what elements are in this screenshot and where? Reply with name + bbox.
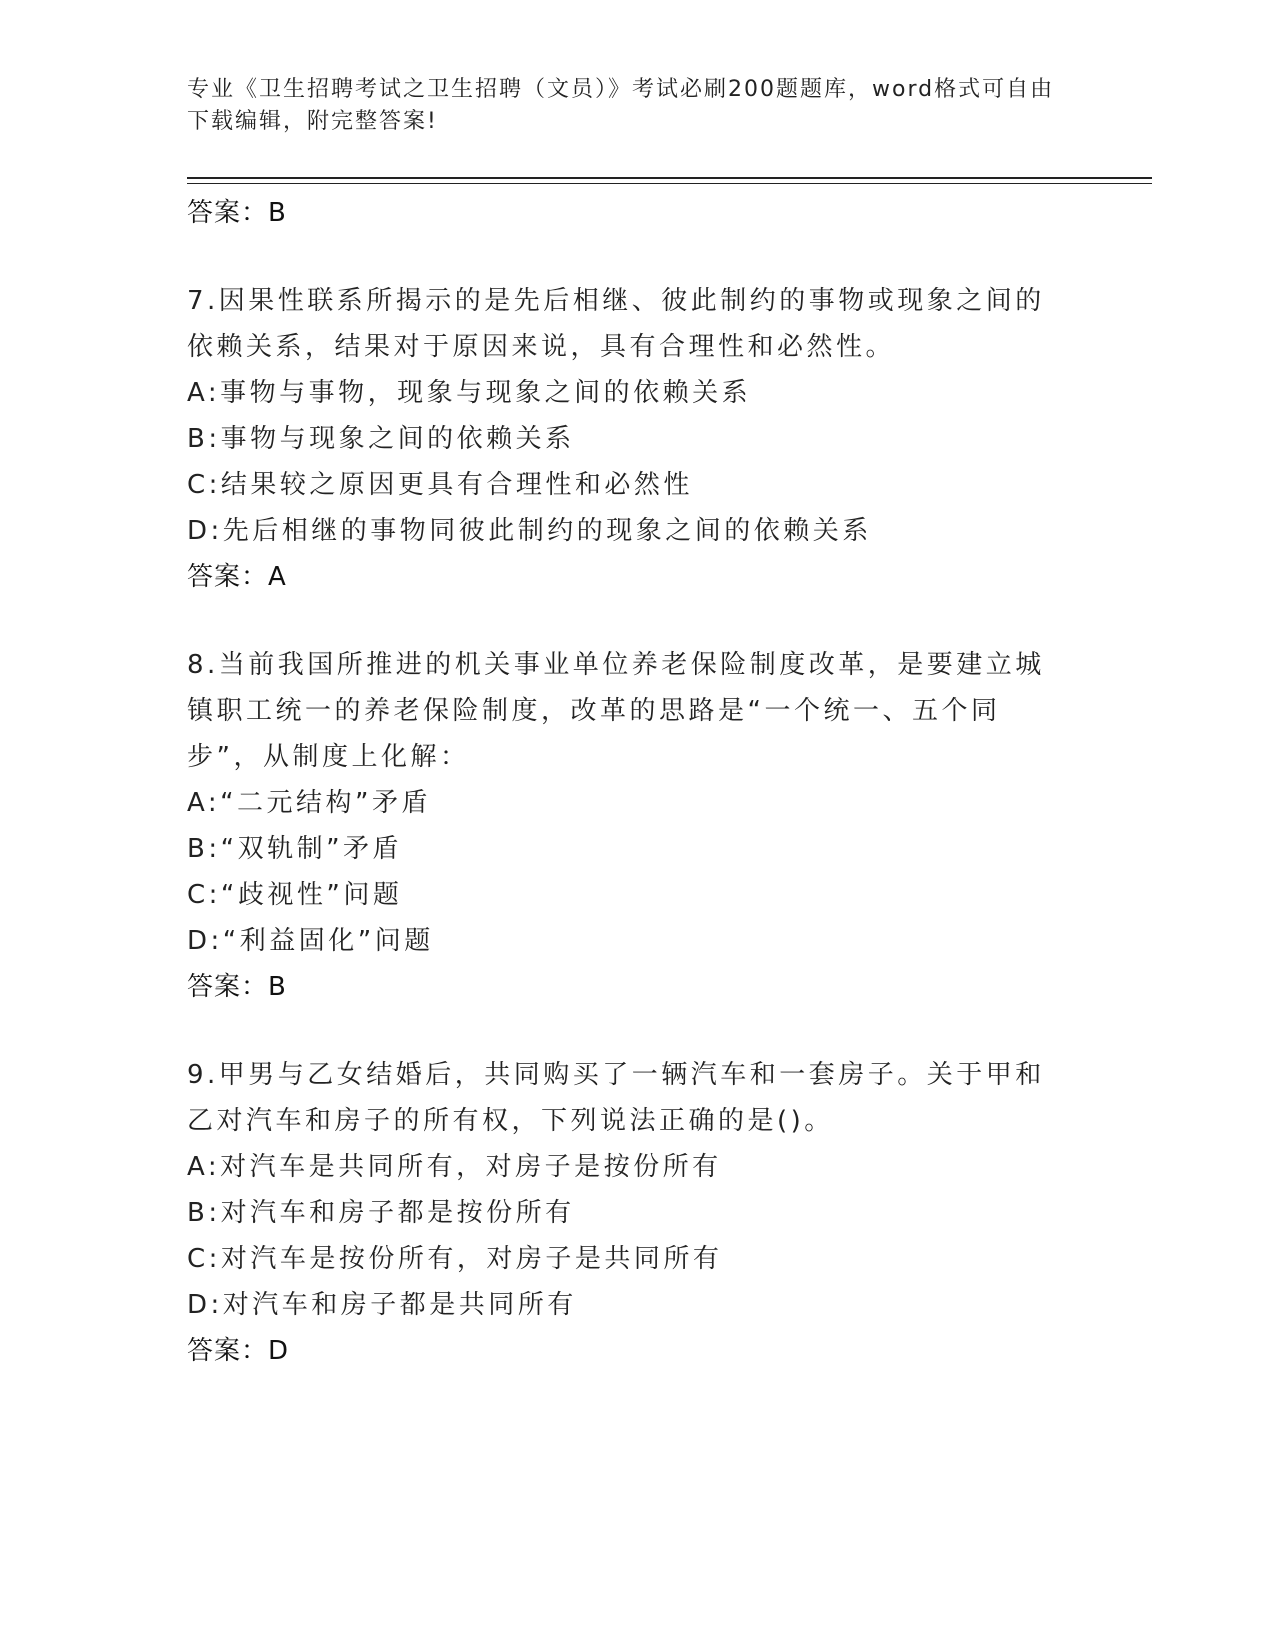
option-b: B:“双轨制”矛盾: [187, 834, 403, 864]
option-b: B:事物与现象之间的依赖关系: [187, 424, 575, 454]
option-a: A:“二元结构”矛盾: [187, 788, 432, 818]
question-text: 7.因果性联系所揭示的是先后相继、彼此制约的事物或现象之间的依赖关系，结果对于原因来说，具有合理性和必然性。: [187, 286, 1045, 362]
answer-line: 答案：B: [187, 972, 287, 1002]
option-d: D:“利益固化”问题: [187, 926, 434, 956]
question-item: [187, 1052, 1067, 1374]
option-b: B:对汽车和房子都是按份所有: [187, 1198, 575, 1228]
option-a: A:事物与事物，现象与现象之间的依赖关系: [187, 378, 752, 408]
option-d: D:先后相继的事物同彼此制约的现象之间的依赖关系: [187, 516, 872, 546]
question-item: [187, 642, 1067, 1010]
option-a: A:对汽车是共同所有，对房子是按份所有: [187, 1152, 722, 1182]
option-d: D:对汽车和房子都是共同所有: [187, 1290, 577, 1320]
header-divider-thick: [187, 177, 1152, 179]
answer-line: 答案：A: [187, 562, 287, 592]
question-list: [187, 190, 1067, 1374]
question-item: [187, 278, 1067, 600]
option-c: C:对汽车是按份所有，对房子是共同所有: [187, 1244, 723, 1274]
answer-line: 答案：B: [187, 198, 287, 228]
header-divider-thin: [187, 183, 1152, 184]
option-c: C:结果较之原因更具有合理性和必然性: [187, 470, 693, 500]
question-text: 8.当前我国所推进的机关事业单位养老保险制度改革，是要建立城镇职工统一的养老保险制度，改革的思路是“一个统一、五个同步”，从制度上化解：: [187, 650, 1045, 772]
answer-line: 答案：D: [187, 1336, 290, 1366]
option-c: C:“歧视性”问题: [187, 880, 403, 910]
question-text: 9.甲男与乙女结婚后，共同购买了一辆汽车和一套房子。关于甲和乙对汽车和房子的所有权，下列说法正确的是()。: [187, 1060, 1045, 1136]
document-header: 专业《卫生招聘考试之卫生招聘（文员）》考试必刷200题题库，word格式可自由下载编辑，附完整答案!: [187, 77, 1055, 134]
